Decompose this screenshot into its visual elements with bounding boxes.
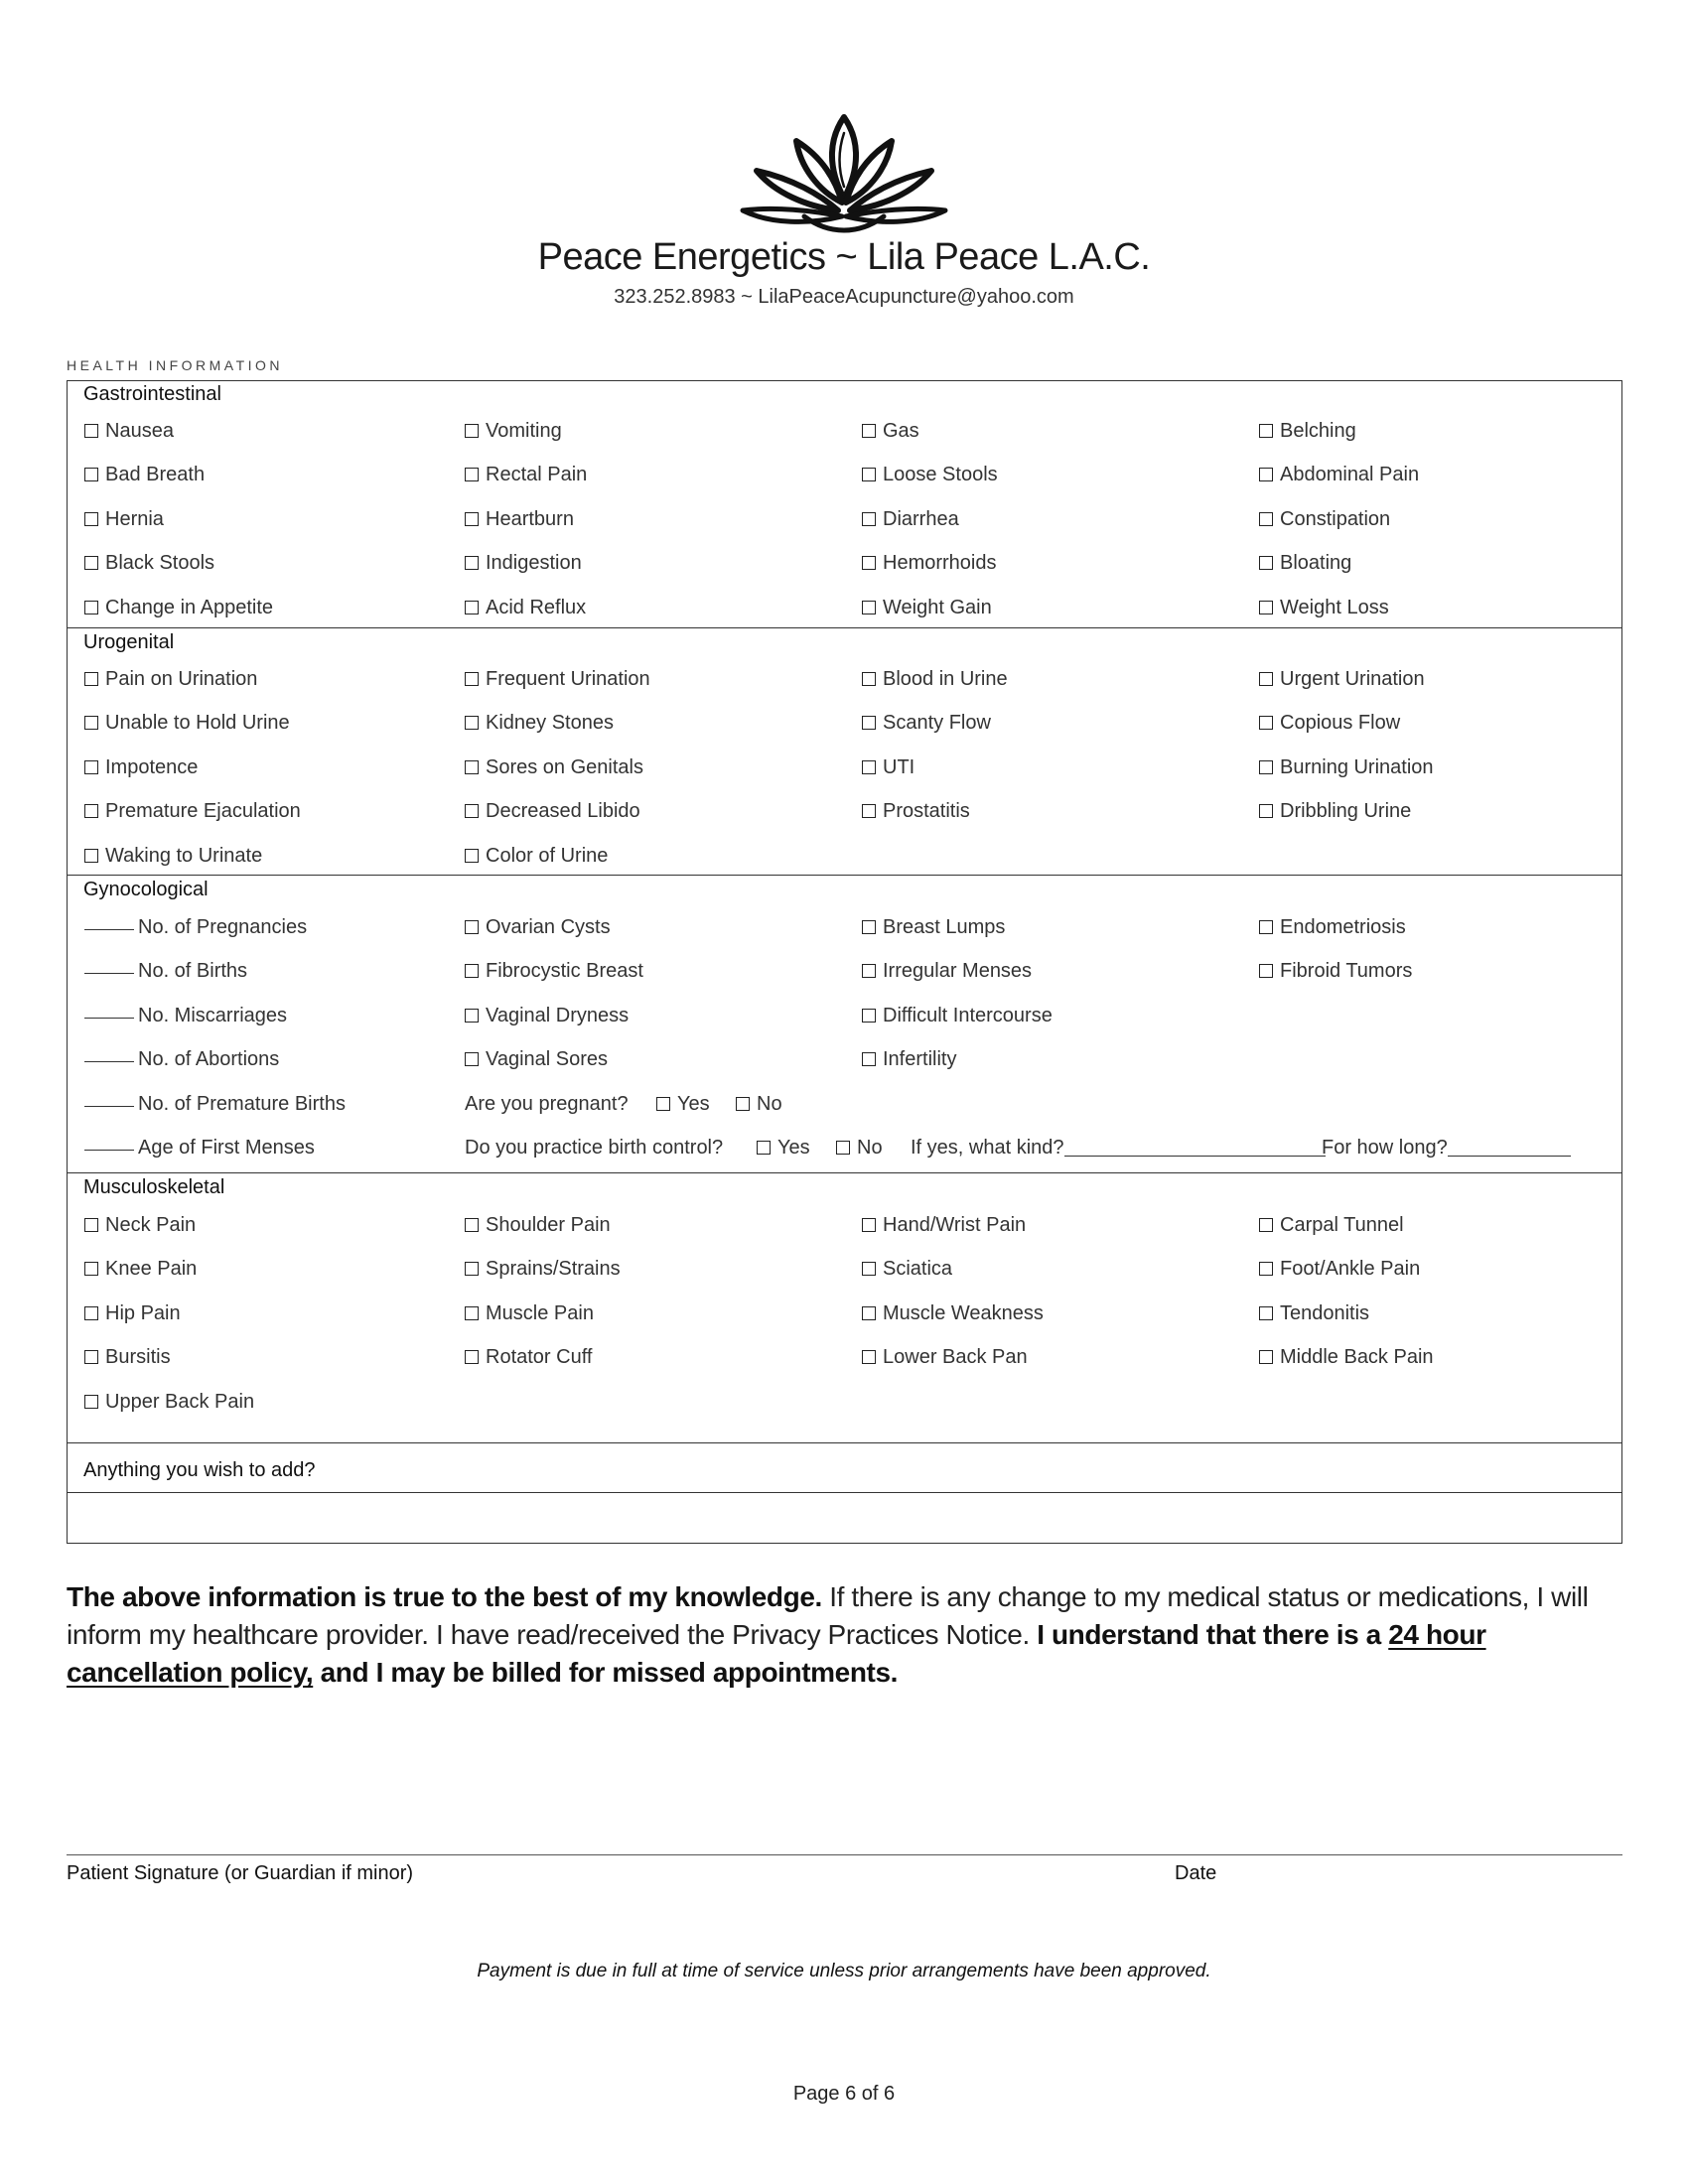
checkbox-item[interactable]: Lower Back Pan — [862, 1346, 1028, 1369]
checkbox-item[interactable]: Endometriosis — [1259, 916, 1406, 939]
checkbox[interactable] — [1259, 1218, 1273, 1232]
checkbox-item[interactable]: Rotator Cuff — [465, 1346, 592, 1369]
checkbox[interactable] — [862, 1052, 876, 1066]
checkbox[interactable] — [84, 512, 98, 526]
checkbox[interactable] — [1259, 512, 1273, 526]
lotus-flower-logo — [735, 107, 953, 236]
checkbox[interactable] — [465, 849, 479, 863]
checkbox[interactable] — [465, 1218, 479, 1232]
checkbox[interactable] — [465, 424, 479, 438]
checkbox[interactable] — [465, 672, 479, 686]
signature-label: Patient Signature (or Guardian if minor) — [67, 1862, 414, 1884]
date-label: Date — [1175, 1862, 1217, 1884]
count-field[interactable]: No. of Abortions — [84, 1048, 279, 1071]
gynecological-heading: Gynocological — [83, 879, 209, 900]
checkbox[interactable] — [465, 964, 479, 978]
checkbox-item[interactable]: Ovarian Cysts — [465, 916, 611, 939]
count-blank[interactable] — [84, 1061, 134, 1062]
checkbox-item[interactable]: Fibroid Tumors — [1259, 960, 1412, 983]
checkbox-item[interactable]: Hand/Wrist Pain — [862, 1214, 1026, 1237]
checkbox-item[interactable]: Pain on Urination — [84, 668, 257, 691]
checkbox-item[interactable]: Tendonitis — [1259, 1302, 1369, 1325]
checkbox[interactable] — [84, 672, 98, 686]
section-caption: HEALTH INFORMATION — [67, 357, 284, 373]
checkbox[interactable] — [1259, 424, 1273, 438]
checkbox[interactable] — [465, 1262, 479, 1276]
checkbox[interactable] — [656, 1097, 670, 1111]
checkbox[interactable] — [862, 920, 876, 934]
musculoskeletal-heading: Musculoskeletal — [83, 1176, 225, 1198]
checkbox-item[interactable]: Sores on Genitals — [465, 756, 643, 779]
checkbox[interactable] — [1259, 601, 1273, 614]
checkbox[interactable] — [862, 468, 876, 481]
section-divider — [67, 1492, 1622, 1493]
checkbox-item[interactable]: Infertility — [862, 1048, 956, 1071]
checkbox[interactable] — [862, 1009, 876, 1023]
checkbox[interactable] — [465, 804, 479, 818]
checkbox[interactable] — [1259, 1306, 1273, 1320]
checkbox[interactable] — [84, 601, 98, 614]
checkbox[interactable] — [465, 512, 479, 526]
checkbox[interactable] — [1259, 804, 1273, 818]
count-blank[interactable] — [84, 1106, 134, 1107]
count-blank[interactable] — [84, 929, 134, 930]
checkbox-item[interactable]: Hernia — [84, 508, 164, 531]
birth-control-yes-option[interactable]: Yes — [757, 1137, 810, 1160]
checkbox[interactable] — [84, 1395, 98, 1409]
checkbox-item[interactable]: Sprains/Strains — [465, 1258, 621, 1281]
checkbox-item[interactable]: Acid Reflux — [465, 597, 586, 619]
count-blank[interactable] — [84, 1018, 134, 1019]
checkbox-item[interactable]: Middle Back Pain — [1259, 1346, 1434, 1369]
checkbox-item[interactable]: Heartburn — [465, 508, 574, 531]
checkbox-item[interactable]: Prostatitis — [862, 800, 970, 823]
section-divider — [67, 1172, 1622, 1173]
checkbox-item[interactable]: Belching — [1259, 420, 1356, 443]
checkbox[interactable] — [862, 512, 876, 526]
checkbox-item[interactable]: Black Stools — [84, 552, 214, 575]
checkbox-item[interactable]: Kidney Stones — [465, 712, 614, 735]
checkbox-item[interactable]: Color of Urine — [465, 845, 608, 868]
checkbox[interactable] — [84, 468, 98, 481]
anything-to-add-label: Anything you wish to add? — [83, 1459, 316, 1481]
checkbox[interactable] — [1259, 920, 1273, 934]
checkbox-item[interactable]: Muscle Pain — [465, 1302, 594, 1325]
count-field[interactable]: Age of First Menses — [84, 1137, 315, 1160]
checkbox-item[interactable]: UTI — [862, 756, 914, 779]
checkbox[interactable] — [757, 1141, 771, 1155]
checkbox-item[interactable]: Irregular Menses — [862, 960, 1032, 983]
pregnant-no-option[interactable]: No — [736, 1093, 782, 1116]
checkbox[interactable] — [465, 920, 479, 934]
checkbox-item[interactable]: Fibrocystic Breast — [465, 960, 643, 983]
checkbox[interactable] — [465, 1009, 479, 1023]
checkbox-item[interactable]: Gas — [862, 420, 919, 443]
section-divider — [67, 627, 1622, 628]
checkbox[interactable] — [862, 1218, 876, 1232]
checkbox-item[interactable]: Breast Lumps — [862, 916, 1005, 939]
checkbox[interactable] — [862, 1262, 876, 1276]
checkbox-item[interactable]: Bad Breath — [84, 464, 205, 486]
gastrointestinal-heading: Gastrointestinal — [83, 383, 221, 405]
checkbox[interactable] — [1259, 964, 1273, 978]
checkbox-item[interactable]: Premature Ejaculation — [84, 800, 301, 823]
checkbox-item[interactable]: Bloating — [1259, 552, 1351, 575]
checkbox[interactable] — [84, 716, 98, 730]
urogenital-heading: Urogenital — [83, 631, 175, 653]
checkbox[interactable] — [465, 468, 479, 481]
page-number: Page 6 of 6 — [792, 2083, 896, 2105]
checkbox-item[interactable]: Vaginal Dryness — [465, 1005, 629, 1027]
checkbox-item[interactable]: Shoulder Pain — [465, 1214, 611, 1237]
checkbox-item[interactable]: Burning Urination — [1259, 756, 1434, 779]
checkbox-item[interactable]: Hemorrhoids — [862, 552, 996, 575]
checkbox-item[interactable]: Unable to Hold Urine — [84, 712, 290, 735]
checkbox-item[interactable]: Weight Loss — [1259, 597, 1389, 619]
checkbox[interactable] — [84, 424, 98, 438]
checkbox-item[interactable]: Foot/Ankle Pain — [1259, 1258, 1420, 1281]
count-blank[interactable] — [84, 1150, 134, 1151]
pregnant-question: Are you pregnant? — [465, 1093, 629, 1115]
count-field[interactable]: No. Miscarriages — [84, 1005, 287, 1027]
count-field[interactable]: No. of Premature Births — [84, 1093, 346, 1116]
checkbox[interactable] — [862, 601, 876, 614]
checkbox[interactable] — [84, 1218, 98, 1232]
birth-control-question: Do you practice birth control? — [465, 1137, 724, 1159]
clinic-contact: 323.252.8983 ~ LilaPeaceAcupuncture@yahoo.com — [614, 286, 1074, 308]
checkbox-item[interactable]: Copious Flow — [1259, 712, 1400, 735]
payment-note: Payment is due in full at time of service unless prior arrangements have been approved. — [477, 1961, 1211, 1981]
checkbox[interactable] — [84, 760, 98, 774]
count-field[interactable]: No. of Births — [84, 960, 247, 983]
checkbox[interactable] — [862, 556, 876, 570]
signature-line[interactable] — [67, 1854, 1622, 1855]
count-blank[interactable] — [84, 973, 134, 974]
checkbox-item[interactable]: Bursitis — [84, 1346, 171, 1369]
checkbox[interactable] — [1259, 468, 1273, 481]
checkbox-item[interactable]: Constipation — [1259, 508, 1390, 531]
checkbox[interactable] — [862, 1350, 876, 1364]
section-divider — [67, 875, 1622, 876]
checkbox[interactable] — [84, 1350, 98, 1364]
checkbox-item[interactable]: Diarrhea — [862, 508, 959, 531]
birth-control-no-option[interactable]: No — [836, 1137, 883, 1160]
checkbox-item[interactable]: Impotence — [84, 756, 198, 779]
checkbox-item[interactable]: Scanty Flow — [862, 712, 991, 735]
checkbox[interactable] — [862, 804, 876, 818]
clinic-name: Peace Energetics ~ Lila Peace L.A.C. — [537, 236, 1151, 278]
checkbox-item[interactable]: Carpal Tunnel — [1259, 1214, 1404, 1237]
checkbox[interactable] — [1259, 672, 1273, 686]
checkbox[interactable] — [84, 1262, 98, 1276]
checkbox[interactable] — [1259, 1350, 1273, 1364]
checkbox-item[interactable]: Upper Back Pain — [84, 1391, 254, 1414]
checkbox[interactable] — [862, 760, 876, 774]
checkbox[interactable] — [862, 672, 876, 686]
checkbox[interactable] — [465, 556, 479, 570]
checkbox[interactable] — [1259, 760, 1273, 774]
checkbox-item[interactable]: Indigestion — [465, 552, 582, 575]
checkbox[interactable] — [465, 1350, 479, 1364]
checkbox[interactable] — [862, 424, 876, 438]
checkbox-item[interactable]: Decreased Libido — [465, 800, 640, 823]
checkbox-item[interactable]: Dribbling Urine — [1259, 800, 1411, 823]
checkbox-item[interactable]: Difficult Intercourse — [862, 1005, 1053, 1027]
checkbox[interactable] — [862, 1306, 876, 1320]
checkbox-item[interactable]: Change in Appetite — [84, 597, 273, 619]
checkbox[interactable] — [1259, 716, 1273, 730]
checkbox-item[interactable]: Frequent Urination — [465, 668, 650, 691]
checkbox[interactable] — [84, 849, 98, 863]
checkbox[interactable] — [736, 1097, 750, 1111]
checkbox[interactable] — [1259, 556, 1273, 570]
checkbox[interactable] — [862, 964, 876, 978]
birth-control-duration-field[interactable]: For how long? — [1322, 1137, 1571, 1160]
checkbox-item[interactable]: Waking to Urinate — [84, 845, 262, 868]
checkbox-item[interactable]: Vaginal Sores — [465, 1048, 608, 1071]
birth-control-duration-blank[interactable] — [1448, 1156, 1571, 1157]
checkbox[interactable] — [84, 1306, 98, 1320]
count-field[interactable]: No. of Pregnancies — [84, 916, 307, 939]
checkbox-item[interactable]: Urgent Urination — [1259, 668, 1425, 691]
section-divider — [67, 1442, 1622, 1443]
checkbox-item[interactable]: Blood in Urine — [862, 668, 1008, 691]
checkbox[interactable] — [465, 1306, 479, 1320]
checkbox-item[interactable]: Rectal Pain — [465, 464, 587, 486]
checkbox[interactable] — [84, 556, 98, 570]
anything-to-add-field[interactable] — [83, 1503, 1603, 1533]
pregnant-yes-option[interactable]: Yes — [656, 1093, 710, 1116]
checkbox-item[interactable]: Weight Gain — [862, 597, 992, 619]
checkbox-item[interactable]: Muscle Weakness — [862, 1302, 1044, 1325]
checkbox-item[interactable]: Abdominal Pain — [1259, 464, 1419, 486]
checkbox-item[interactable]: Neck Pain — [84, 1214, 196, 1237]
checkbox-item[interactable]: Sciatica — [862, 1258, 952, 1281]
checkbox[interactable] — [465, 1052, 479, 1066]
birth-control-kind-field[interactable]: If yes, what kind? — [911, 1137, 1326, 1160]
checkbox[interactable] — [862, 716, 876, 730]
birth-control-kind-blank[interactable] — [1064, 1156, 1326, 1157]
checkbox[interactable] — [465, 760, 479, 774]
acknowledgement-statement: The above information is true to the best of my knowledge. If there is any change to my medical status or medications, I will inform my healthcare provider. I have read/received the Privacy Practices Notice. I understand that there is a 24 hour cancellation policy, and I may be billed for missed appointments. — [67, 1581, 1589, 1688]
checkbox[interactable] — [836, 1141, 850, 1155]
checkbox[interactable] — [465, 601, 479, 614]
checkbox-item[interactable]: Loose Stools — [862, 464, 998, 486]
checkbox[interactable] — [84, 804, 98, 818]
checkbox-item[interactable]: Vomiting — [465, 420, 562, 443]
checkbox[interactable] — [465, 716, 479, 730]
checkbox-item[interactable]: Hip Pain — [84, 1302, 181, 1325]
checkbox[interactable] — [1259, 1262, 1273, 1276]
checkbox-item[interactable]: Knee Pain — [84, 1258, 197, 1281]
checkbox-item[interactable]: Nausea — [84, 420, 174, 443]
